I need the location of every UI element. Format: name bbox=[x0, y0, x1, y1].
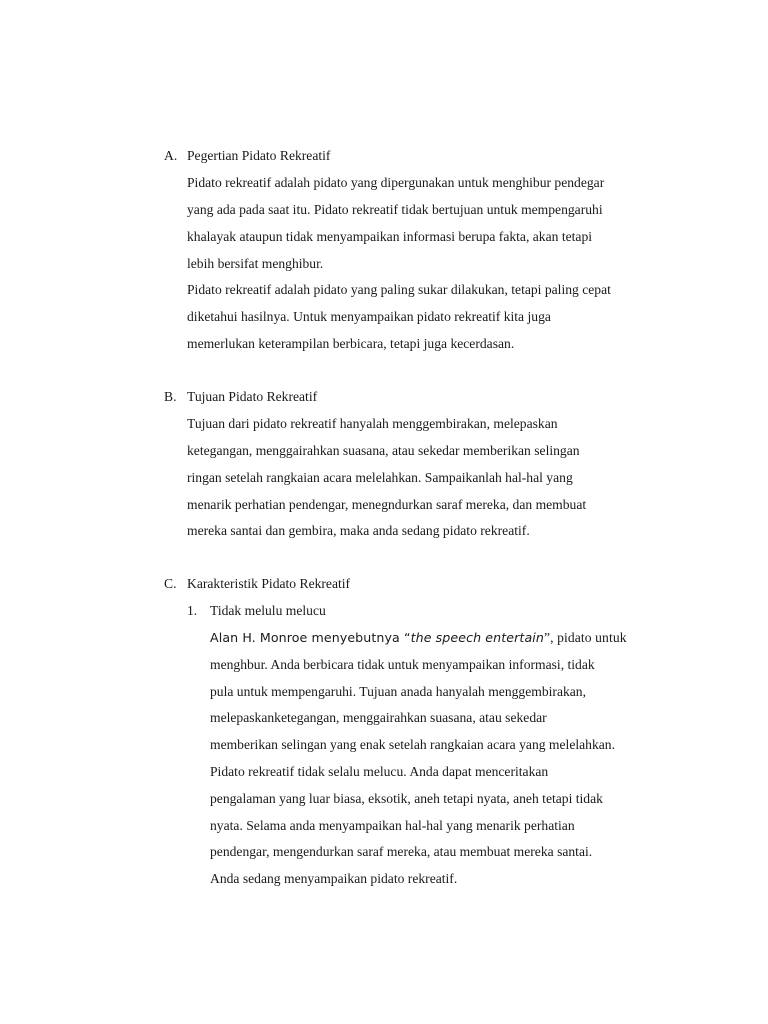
section-a-marker: A. bbox=[164, 148, 178, 163]
subsection-1-line-3: pula untuk mempengaruhi. Tujuan anada hanyalah menggembirakan, bbox=[210, 684, 586, 699]
section-a-line-5: Pidato rekreatif adalah pidato yang paling sukar dilakukan, tetapi paling cepat bbox=[187, 282, 611, 297]
subsection-1-line-2: menghbur. Anda berbicara tidak untuk menyampaikan informasi, tidak bbox=[210, 657, 595, 672]
quote-intro: Alan H. Monroe menyebutnya “ bbox=[210, 630, 411, 645]
subsection-1-line-8: nyata. Selama anda menyampaikan hal-hal yang menarik perhatian bbox=[210, 818, 575, 833]
section-a-heading: Pegertian Pidato Rekreatif bbox=[187, 148, 331, 163]
subsection-1-marker: 1. bbox=[187, 603, 198, 618]
section-a-line-4: lebih bersifat menghibur. bbox=[187, 256, 324, 271]
section-b-line-4: menarik perhatian pendengar, menegndurkan saraf mereka, dan membuat bbox=[187, 497, 587, 512]
subsection-1-line-9: pendengar, mengendurkan saraf mereka, atau membuat mereka santai. bbox=[210, 844, 593, 859]
section-b-heading: Tujuan Pidato Rekreatif bbox=[187, 389, 318, 404]
quote-tail: ”, pidato untuk bbox=[543, 630, 627, 645]
section-b-line-5: mereka santai dan gembira, maka anda sedang pidato rekreatif. bbox=[187, 523, 530, 538]
section-a-line-7: memerlukan keterampilan berbicara, tetapi juga kecerdasan. bbox=[187, 336, 515, 351]
section-a-line-2: yang ada pada saat itu. Pidato rekreatif tidak bertujuan untuk mempengaruhi bbox=[187, 202, 603, 217]
subsection-1-line-10: Anda sedang menyampaikan pidato rekreatif. bbox=[210, 871, 458, 886]
section-b-line-2: ketegangan, menggairahkan suasana, atau sekedar memberikan selingan bbox=[187, 443, 580, 458]
section-a-line-1: Pidato rekreatif adalah pidato yang dipergunakan untuk menghibur pendegar bbox=[187, 175, 605, 190]
section-b-line-1: Tujuan dari pidato rekreatif hanyalah menggembirakan, melepaskan bbox=[187, 416, 558, 431]
subsection-1-line-4: melepaskanketegangan, menggairahkan suasana, atau sekedar bbox=[210, 710, 547, 725]
section-c-marker: C. bbox=[164, 576, 177, 591]
subsection-1-heading: Tidak melulu melucu bbox=[210, 603, 326, 618]
subsection-1-line-5: memberikan selingan yang enak setelah rangkaian acara yang melelahkan. bbox=[210, 737, 615, 752]
subsection-1-line-6: Pidato rekreatif tidak selalu melucu. Anda dapat menceritakan bbox=[210, 764, 549, 779]
subsection-1-first-line bbox=[210, 629, 661, 647]
section-a-line-3: khalayak ataupun tidak menyampaikan informasi berupa fakta, akan tetapi bbox=[187, 229, 593, 244]
section-a-line-6: diketahui hasilnya. Untuk menyampaikan pidato rekreatif kita juga bbox=[187, 309, 551, 324]
section-c-heading: Karakteristik Pidato Rekreatif bbox=[187, 576, 351, 591]
section-b-marker: B. bbox=[164, 389, 177, 404]
subsection-1-line-7: pengalaman yang luar biasa, eksotik, aneh tetapi nyata, aneh tetapi tidak bbox=[210, 791, 603, 806]
quote-title: the speech entertain bbox=[410, 630, 544, 645]
section-b-line-3: ringan setelah rangkaian acara melelahkan. Sampaikanlah hal-hal yang bbox=[187, 470, 573, 485]
